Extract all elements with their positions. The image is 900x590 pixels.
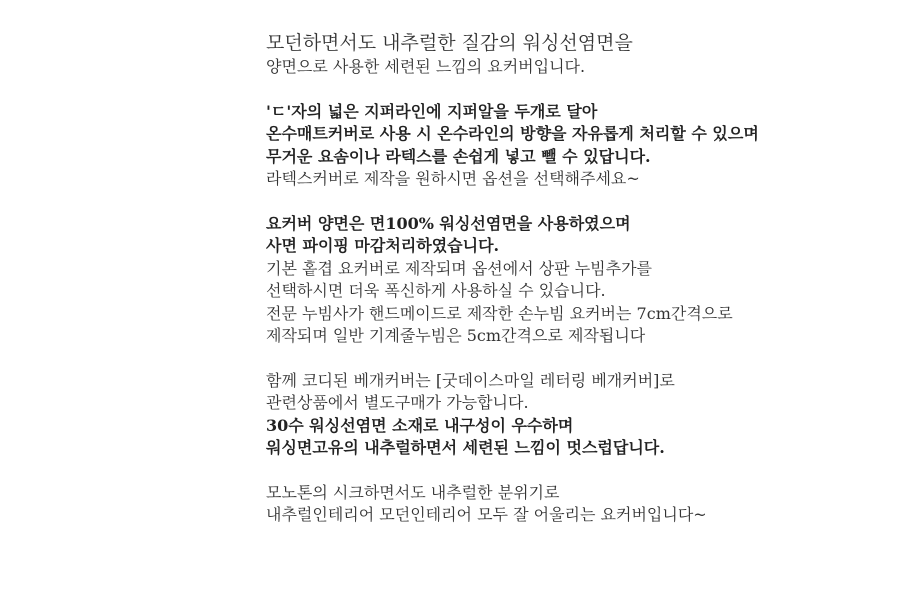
pillow-line-3: 30수 워싱선염면 소재로 내구성이 우수하며 [266, 415, 574, 435]
fabric-line-5: 전문 누빔사가 핸드메이드로 제작한 손누빔 요커버는 7cm간격으로 [266, 303, 733, 323]
fabric-line-6: 제작되며 일반 기계줄누빔은 5cm간격으로 제작됩니다 [266, 326, 646, 345]
fabric-line-2: 사면 파이핑 마감처리하였습니다. [266, 236, 500, 255]
pillow-line-4: 워싱면고유의 내추럴하면서 세련된 느낌이 멋스럽답니다. [266, 438, 665, 457]
mood-paragraph [266, 482, 886, 527]
intro-paragraph [266, 30, 886, 79]
intro-line-1: 모던하면서도 내추럴한 질감의 워싱선염면을 [266, 32, 633, 54]
zipper-line-3: 무거운 요솜이나 라텍스를 손쉽게 넣고 뺄 수 있답니다. [266, 146, 651, 166]
pillow-paragraph [266, 370, 886, 460]
zipper-paragraph [266, 101, 886, 191]
fabric-line-4: 선택하시면 더욱 폭신하게 사용하실 수 있습니다. [266, 281, 606, 300]
mood-line-2: 내추럴인테리어 모던인테리어 모두 잘 어울리는 요커버입니다~ [266, 505, 707, 524]
pillow-line-2: 관련상품에서 별도구매가 가능합니다. [266, 393, 529, 412]
zipper-line-4: 라텍스커버로 제작을 원하시면 옵션을 선택해주세요~ [266, 169, 640, 188]
zipper-line-2: 온수매트커버로 사용 시 온수라인의 방향을 자유롭게 처리할 수 있으며 [266, 124, 759, 143]
product-description [266, 30, 886, 549]
fabric-line-1: 요커버 양면은 면100% 워싱선염면을 사용하였으며 [266, 213, 631, 233]
mood-line-1: 모노톤의 시크하면서도 내추럴한 분위기로 [266, 482, 560, 502]
zipper-line-1: 'ㄷ'자의 넓은 지퍼라인에 지퍼알을 두개로 달아 [266, 101, 598, 121]
intro-line-2: 양면으로 사용한 세련된 느낌의 요커버입니다. [266, 57, 586, 76]
pillow-line-1: 함께 코디된 베개커버는 [굿데이스마일 레터링 베개커버]로 [266, 370, 675, 390]
fabric-paragraph [266, 213, 886, 348]
fabric-line-3: 기본 홑겹 요커버로 제작되며 옵션에서 상판 누빔추가를 [266, 258, 653, 278]
